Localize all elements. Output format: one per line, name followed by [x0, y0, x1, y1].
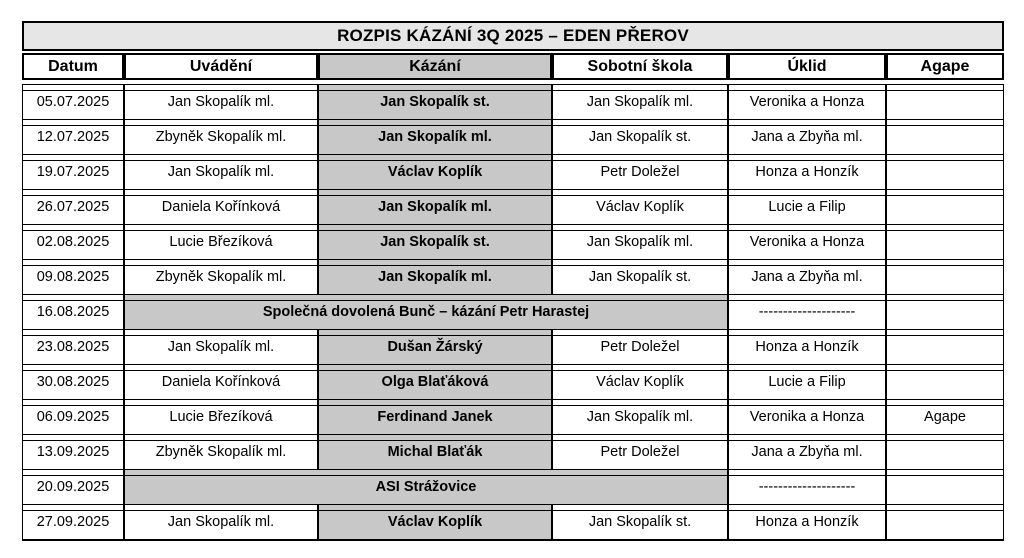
uklid-cell: Jana a Zbyňa ml.	[728, 119, 886, 154]
date-cell: 05.07.2025	[22, 84, 124, 119]
table-row	[22, 224, 1004, 259]
uklid-cell: Honza a Honzík	[728, 504, 886, 539]
uvadeni-cell: Jan Skopalík ml.	[124, 154, 318, 189]
uvadeni-cell: Lucie Březíková	[124, 399, 318, 434]
row-separator	[22, 510, 1004, 511]
kazani-cell: Jan Skopalík st.	[318, 224, 552, 259]
table-bottom-border	[22, 539, 1004, 541]
row-separator	[22, 84, 1004, 85]
date-cell: 19.07.2025	[22, 154, 124, 189]
sobotni-skola-cell: Jan Skopalík st.	[552, 259, 728, 294]
uklid-cell: Lucie a Filip	[728, 364, 886, 399]
schedule-title: ROZPIS KÁZÁNÍ 3Q 2025 – EDEN PŘEROV	[22, 21, 1004, 51]
uklid-cell: Honza a Honzík	[728, 154, 886, 189]
date-cell: 30.08.2025	[22, 364, 124, 399]
row-separator	[22, 119, 1004, 120]
uvadeni-cell: Daniela Kořínková	[124, 364, 318, 399]
row-separator	[22, 154, 1004, 155]
row-separator	[22, 265, 1004, 266]
sobotni-skola-cell: Jan Skopalík ml.	[552, 224, 728, 259]
date-cell: 09.08.2025	[22, 259, 124, 294]
header-datum: Datum	[22, 53, 124, 80]
kazani-cell: Jan Skopalík ml.	[318, 119, 552, 154]
uvadeni-cell: Zbyněk Skopalík ml.	[124, 434, 318, 469]
kazani-cell: Jan Skopalík ml.	[318, 189, 552, 224]
kazani-cell: Václav Koplík	[318, 504, 552, 539]
row-separator	[22, 364, 1004, 365]
date-cell: 20.09.2025	[22, 469, 124, 504]
row-separator	[22, 160, 1004, 161]
uvadeni-cell: Jan Skopalík ml.	[124, 504, 318, 539]
date-cell: 13.09.2025	[22, 434, 124, 469]
date-cell: 16.08.2025	[22, 294, 124, 329]
uklid-cell: Lucie a Filip	[728, 189, 886, 224]
kazani-cell: Olga Blaťáková	[318, 364, 552, 399]
table-row	[22, 154, 1004, 189]
date-cell: 27.09.2025	[22, 504, 124, 539]
table-row	[22, 259, 1004, 294]
table-row	[22, 434, 1004, 469]
date-cell: 12.07.2025	[22, 119, 124, 154]
schedule-table-body	[22, 84, 1004, 542]
sobotni-skola-cell: Jan Skopalík ml.	[552, 84, 728, 119]
row-separator	[22, 230, 1004, 231]
uklid-cell: Jana a Zbyňa ml.	[728, 259, 886, 294]
uvadeni-cell: Lucie Březíková	[124, 224, 318, 259]
kazani-cell: Michal Blaťák	[318, 434, 552, 469]
row-separator	[22, 475, 1004, 476]
row-separator	[22, 125, 1004, 126]
uklid-cell: Honza a Honzík	[728, 329, 886, 364]
kazani-cell: Ferdinand Janek	[318, 399, 552, 434]
header-uklid: Úklid	[728, 53, 886, 80]
row-separator	[22, 469, 1004, 470]
row-separator	[22, 189, 1004, 190]
date-cell: 26.07.2025	[22, 189, 124, 224]
row-separator	[22, 90, 1004, 91]
uvadeni-cell: Zbyněk Skopalík ml.	[124, 259, 318, 294]
merged-event-cell: ASI Strážovice	[124, 469, 728, 504]
date-cell: 06.09.2025	[22, 399, 124, 434]
row-separator	[22, 399, 1004, 400]
row-separator	[22, 259, 1004, 260]
row-separator	[22, 370, 1004, 371]
row-separator	[22, 335, 1004, 336]
sobotni-skola-cell: Petr Doležel	[552, 154, 728, 189]
header-uvadeni: Uvádění	[124, 53, 318, 80]
table-row	[22, 504, 1004, 539]
kazani-cell: Václav Koplík	[318, 154, 552, 189]
date-cell: 02.08.2025	[22, 224, 124, 259]
table-row	[22, 469, 1004, 504]
table-row	[22, 119, 1004, 154]
uvadeni-cell: Jan Skopalík ml.	[124, 84, 318, 119]
uklid-cell: Veronika a Honza	[728, 84, 886, 119]
uklid-cell: --------------------	[728, 294, 886, 329]
uvadeni-cell: Daniela Kořínková	[124, 189, 318, 224]
uvadeni-cell: Zbyněk Skopalík ml.	[124, 119, 318, 154]
merged-event-cell: Společná dovolená Bunč – kázání Petr Harastej	[124, 294, 728, 329]
uklid-cell: Veronika a Honza	[728, 224, 886, 259]
kazani-cell: Dušan Žárský	[318, 329, 552, 364]
sobotni-skola-cell: Václav Koplík	[552, 189, 728, 224]
row-separator	[22, 224, 1004, 225]
sobotni-skola-cell: Petr Doležel	[552, 434, 728, 469]
row-separator	[22, 294, 1004, 295]
table-row	[22, 189, 1004, 224]
row-separator	[22, 300, 1004, 301]
uklid-cell: --------------------	[728, 469, 886, 504]
row-separator	[22, 440, 1004, 441]
kazani-cell: Jan Skopalík ml.	[318, 259, 552, 294]
sobotni-skola-cell: Petr Doležel	[552, 329, 728, 364]
table-row	[22, 364, 1004, 399]
date-cell: 23.08.2025	[22, 329, 124, 364]
row-separator	[22, 195, 1004, 196]
sobotni-skola-cell: Jan Skopalík st.	[552, 119, 728, 154]
table-row	[22, 294, 1004, 329]
kazani-cell: Jan Skopalík st.	[318, 84, 552, 119]
table-row	[22, 399, 1004, 434]
header-sobotni-skola: Sobotní škola	[552, 53, 728, 80]
uklid-cell: Veronika a Honza	[728, 399, 886, 434]
table-row	[22, 329, 1004, 364]
header-kazani: Kázání	[318, 53, 552, 80]
header-agape: Agape	[886, 53, 1004, 80]
sobotni-skola-cell: Jan Skopalík st.	[552, 504, 728, 539]
table-row	[22, 84, 1004, 119]
row-separator	[22, 434, 1004, 435]
agape-cell: Agape	[886, 399, 1004, 434]
sobotni-skola-cell: Jan Skopalík ml.	[552, 399, 728, 434]
uvadeni-cell: Jan Skopalík ml.	[124, 329, 318, 364]
uklid-cell: Jana a Zbyňa ml.	[728, 434, 886, 469]
row-separator	[22, 329, 1004, 330]
row-separator	[22, 405, 1004, 406]
sobotni-skola-cell: Václav Koplík	[552, 364, 728, 399]
row-separator	[22, 504, 1004, 505]
table-header	[22, 53, 1004, 80]
